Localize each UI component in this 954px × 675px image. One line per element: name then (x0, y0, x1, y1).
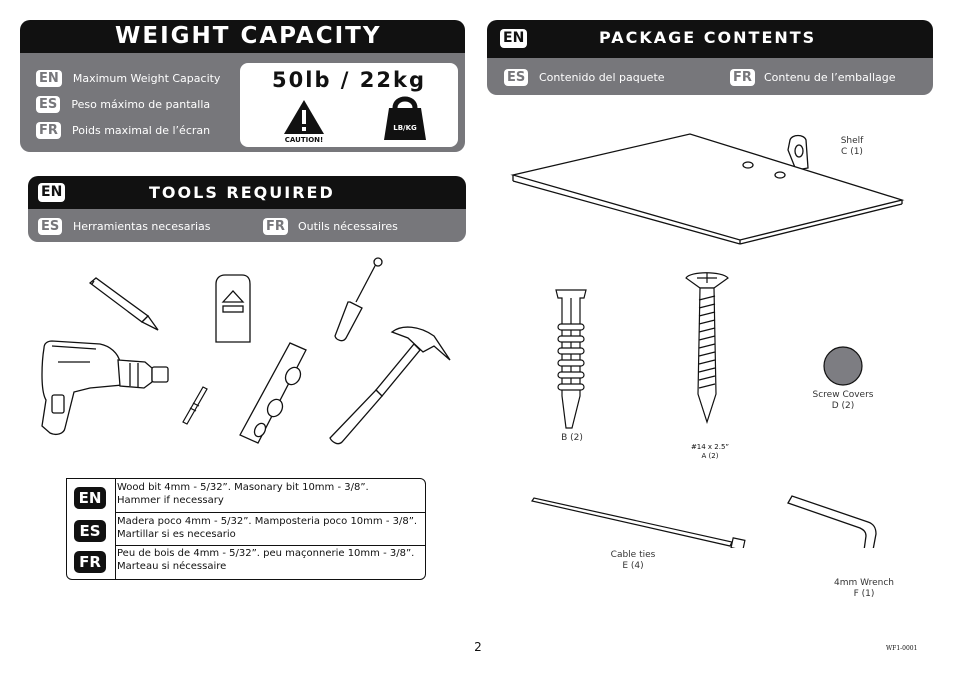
drill-bit-table (66, 478, 426, 580)
tools-required-header (28, 176, 466, 209)
table-text-es-2: Martillar si es necesario (117, 529, 236, 540)
lang-badge-es: ES (36, 96, 60, 113)
weight-capacity-header (20, 20, 465, 53)
level-icon (240, 343, 306, 443)
weight-text-es: Peso máximo de pantalla (71, 98, 211, 111)
tools-lang-fr: FR (263, 218, 288, 235)
drill-bit-icon (183, 387, 207, 424)
tools-lang-en: EN (38, 183, 65, 202)
table-row-fr (117, 547, 425, 573)
drill-icon (42, 341, 168, 434)
tools-text-fr: Outils nécessaires (298, 220, 398, 233)
table-lang-en: EN (74, 487, 106, 509)
package-lang-fr: FR (730, 69, 755, 86)
table-text-es-1: Madera poco 4mm - 5/32”. Mamposteria poco 10mm - 3/8”. (117, 516, 418, 527)
tools-text-es: Herramientas necesarias (73, 220, 211, 233)
cable-ties-label (600, 550, 666, 572)
package-contents-subbar (487, 58, 933, 95)
package-contents-header (487, 20, 933, 58)
cable-tie-icon (532, 498, 745, 548)
tools-required-subbar (28, 209, 466, 242)
package-contents-title: PACKAGE CONTENTS (599, 28, 817, 47)
table-row-divider (115, 512, 425, 513)
weight-row-fr (36, 119, 210, 139)
cable-ties-qty: E (4) (622, 561, 644, 571)
weight-row-es (36, 93, 210, 113)
lang-badge-en: EN (36, 70, 62, 87)
table-lang-es: ES (74, 520, 106, 542)
screw-covers-qty: D (2) (831, 401, 855, 411)
shelf-name: Shelf (840, 136, 864, 146)
table-text-en-2: Hammer if necessary (117, 495, 224, 506)
table-text-fr-1: Peu de bois de 4mm - 5/32”. peu maçonnerie 10mm - 3/8”. (117, 548, 415, 559)
capacity-value: 50lb / 22kg (272, 68, 426, 92)
hammer-icon (330, 327, 450, 444)
table-text-fr-2: Marteau si nécessaire (117, 561, 227, 572)
pencil-icon (90, 278, 158, 330)
tools-illustration (30, 250, 470, 465)
cable-ties-name: Cable ties (610, 550, 656, 560)
table-row-es (117, 515, 425, 541)
capacity-box (240, 63, 458, 147)
screw-covers-label (800, 390, 886, 412)
page-number: 2 (474, 640, 482, 654)
package-lang-es: ES (504, 69, 528, 86)
stud-finder-icon (216, 275, 250, 342)
weight-text-en: Maximum Weight Capacity (72, 72, 221, 85)
screwdriver-icon (335, 258, 382, 341)
weight-row-en (36, 67, 220, 87)
wrench-qty: F (1) (853, 589, 875, 599)
wrench-label (826, 578, 902, 600)
screw-size: #14 x 2.5” (690, 443, 730, 451)
screw-icon (686, 273, 728, 422)
table-side-divider (115, 479, 116, 579)
caution-triangle-icon (283, 99, 325, 135)
table-lang-fr: FR (74, 551, 106, 573)
weight-capacity-title: WEIGHT CAPACITY (115, 23, 382, 49)
screw-cover-icon (824, 347, 862, 385)
lang-badge-fr: FR (36, 122, 61, 139)
package-lang-en: EN (500, 29, 527, 48)
anchor-label: B (2) (561, 433, 583, 443)
table-row-divider (115, 545, 425, 546)
shelf-qty: C (1) (841, 147, 863, 157)
tools-lang-es: ES (38, 218, 62, 235)
wrench-name: 4mm Wrench (833, 578, 894, 588)
document-code: WF1-0001 (886, 645, 918, 652)
weight-text-fr: Poids maximal de l’écran (71, 124, 211, 137)
wall-anchor-icon (556, 290, 586, 428)
package-illustration (500, 128, 940, 548)
table-text-en-1: Wood bit 4mm - 5/32”. Masonary bit 10mm - 3/8”. (117, 482, 369, 493)
screw-covers-name: Screw Covers (812, 390, 874, 400)
package-text-fr: Contenu de l’emballage (764, 71, 896, 84)
table-row-en (117, 481, 425, 507)
screw-qty: A (2) (701, 452, 719, 460)
hex-wrench-icon (788, 496, 876, 548)
package-text-es: Contenido del paquete (539, 71, 665, 84)
tools-required-title: TOOLS REQUIRED (149, 183, 335, 202)
weight-unit-label: LB/KG (393, 124, 417, 132)
weight-capacity-panel (20, 53, 465, 152)
shelf-label (820, 136, 884, 158)
caution-label: CAUTION! (284, 136, 324, 144)
weight-kettlebell-icon (383, 94, 427, 142)
screw-label (680, 443, 740, 461)
